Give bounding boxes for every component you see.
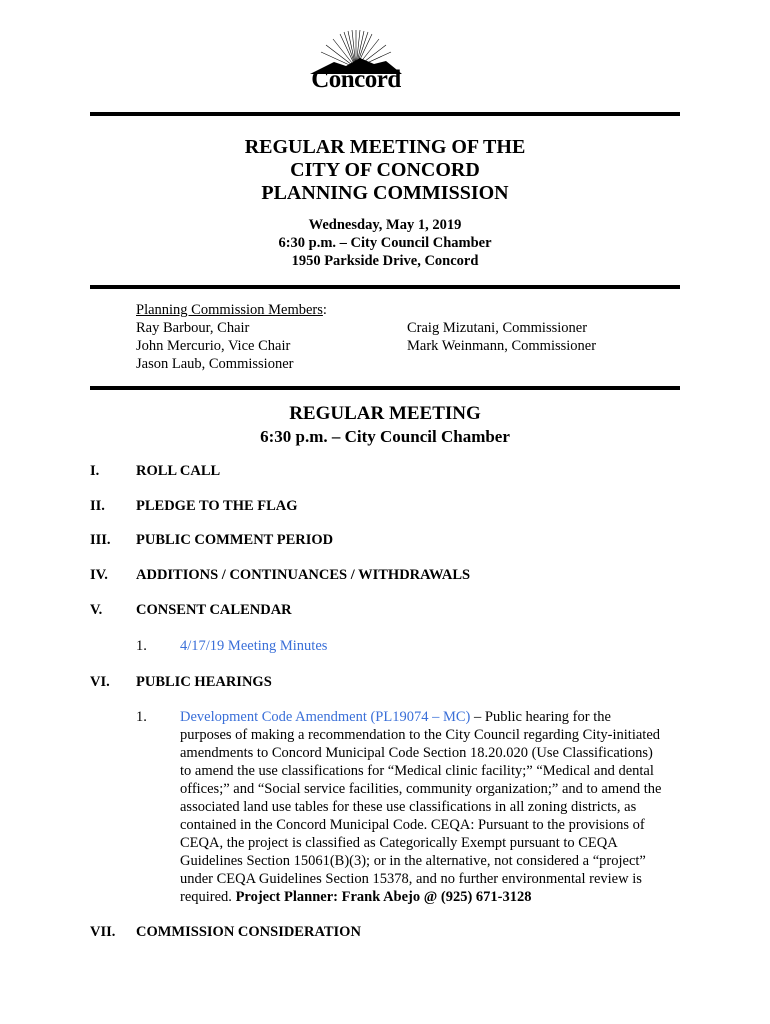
agenda-num-5: V. <box>90 602 103 618</box>
hearing-line-10: under CEQA Guidelines Section 15378, and no further environmental review is <box>180 871 642 887</box>
member-right-2: Mark Weinmann, Commissioner <box>407 338 597 354</box>
hearing-line-3: amendments to Concord Municipal Code Section 18.20.020 (Use Classifications) <box>180 745 653 761</box>
meeting-address: 1950 Parkside Drive, Concord <box>291 253 479 269</box>
hearing-line-4: to amend the use classifications for “Medical clinic facility;” “Medical and dental <box>180 763 654 779</box>
member-left-2: John Mercurio, Vice Chair <box>136 338 291 354</box>
members-bottom-divider <box>90 386 680 390</box>
session-title: REGULAR MEETING <box>289 403 481 424</box>
agenda-item-additions: ADDITIONS / CONTINUANCES / WITHDRAWALS <box>136 567 471 583</box>
agenda-item-consent-calendar: CONSENT CALENDAR <box>136 602 292 618</box>
hearing-item-num: 1. <box>136 709 147 725</box>
hearing-line-8: CEQA, the project is classified as Categorically Exempt pursuant to CEQA <box>180 835 618 851</box>
member-left-1: Ray Barbour, Chair <box>136 320 250 336</box>
member-right-1: Craig Mizutani, Commissioner <box>407 320 588 336</box>
members-top-divider <box>90 285 680 289</box>
hearing-line-2: purposes of making a recommendation to the City Council regarding City-initiated <box>180 727 661 743</box>
agenda-item-public-hearings: PUBLIC HEARINGS <box>136 674 272 690</box>
agenda-num-1: I. <box>90 463 100 479</box>
members-heading-colon: : <box>322 302 327 318</box>
logo-wordmark: Concord <box>311 66 401 93</box>
hearing-line-1-text: – Public hearing for the <box>470 709 611 725</box>
development-code-amendment-link[interactable]: Development Code Amendment (PL19074 – MC) <box>180 709 471 725</box>
hearing-line-1 <box>180 708 680 726</box>
consent-item-num: 1. <box>136 638 147 654</box>
meeting-title-line-2: CITY OF CONCORD <box>290 159 480 181</box>
hearing-line-11-text: required. <box>180 889 236 905</box>
meeting-title-line-1: REGULAR MEETING OF THE <box>244 136 526 158</box>
hearing-line-7: contained in the Concord Municipal Code. CEQA: Pursuant to the provisions of <box>180 817 645 833</box>
hearing-line-5: offices;” and “Social service facilities, community organization;” and to amend the <box>180 781 662 797</box>
agenda-num-7: VII. <box>90 924 116 940</box>
meeting-date: Wednesday, May 1, 2019 <box>308 217 462 233</box>
agenda-num-2: II. <box>90 498 105 514</box>
session-subtitle: 6:30 p.m. – City Council Chamber <box>260 427 510 446</box>
agenda-num-3: III. <box>90 532 111 548</box>
hearing-line-9: Guidelines Section 15061(B)(3); or in the alternative, not considered a “project” <box>180 853 646 869</box>
hearing-line-6: associated land use tables for these use classifications in all zoning districts, as <box>180 799 637 815</box>
members-heading <box>136 301 327 319</box>
meeting-title-line-3: PLANNING COMMISSION <box>261 182 509 204</box>
hearing-line-11 <box>180 888 680 906</box>
concord-logo <box>300 28 412 94</box>
agenda-num-6: VI. <box>90 674 110 690</box>
agenda-item-pledge: PLEDGE TO THE FLAG <box>136 498 298 514</box>
hearing-item-description <box>180 708 680 906</box>
meeting-minutes-link[interactable]: 4/17/19 Meeting Minutes <box>180 638 328 654</box>
agenda-item-public-comment: PUBLIC COMMENT PERIOD <box>136 532 334 548</box>
agenda-item-commission-consideration: COMMISSION CONSIDERATION <box>136 924 361 940</box>
project-planner: Project Planner: Frank Abejo @ (925) 671-3128 <box>235 889 532 905</box>
agenda-num-4: IV. <box>90 567 108 583</box>
member-left-3: Jason Laub, Commissioner <box>136 356 294 372</box>
consent-item <box>180 637 680 655</box>
meeting-time-location: 6:30 p.m. – City Council Chamber <box>278 235 492 251</box>
header-divider <box>90 112 680 116</box>
agenda-item-roll-call: ROLL CALL <box>136 463 221 479</box>
members-heading-text: Planning Commission Members <box>136 302 323 318</box>
